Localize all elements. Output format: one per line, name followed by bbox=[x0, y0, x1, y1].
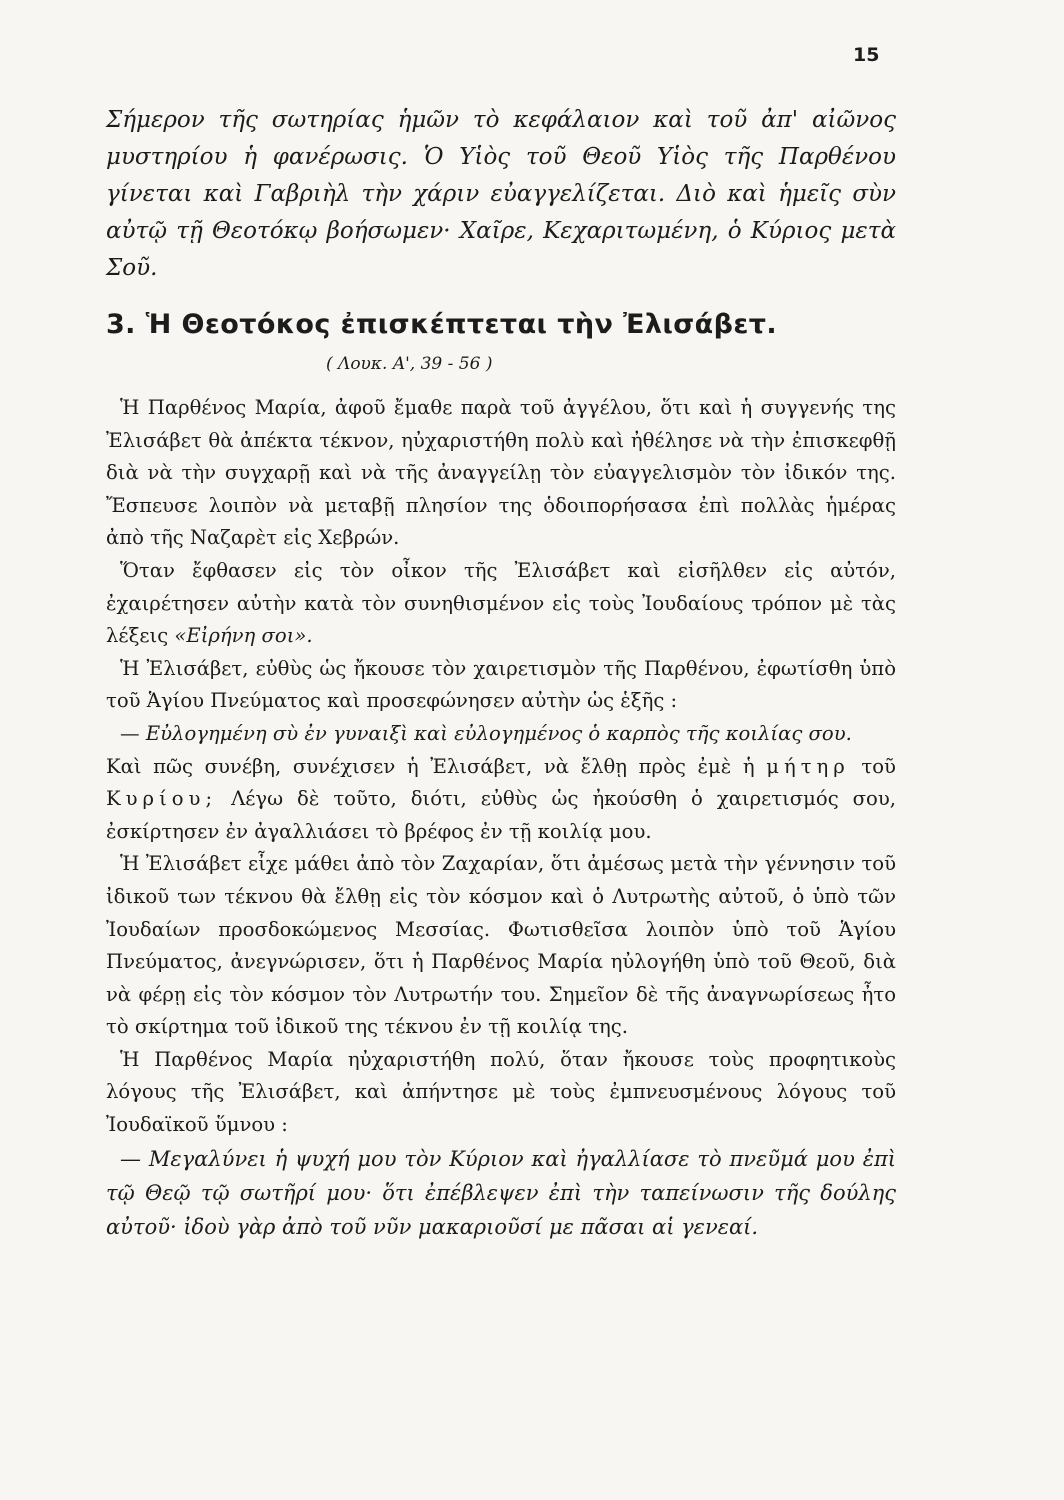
intro-paragraph: Σήμερον τῆς σωτηρίας ἡμῶν τὸ κεφάλαιον καὶ τοῦ ἀπ' αἰῶνος μυστηρίου ἡ φανέρωσις. Ὁ Υἱὸς τοῦ Θεοῦ Υἱὸς τῆς Παρθένου γίνεται καὶ Γαβριὴλ τὴν χάριν εὐαγγελίζεται. Διὸ καὶ ἡμεῖς σὺν αὐτῷ τῇ Θεοτόκῳ βοήσωμεν· Χαῖρε, Κεχαριτωμένη, ὁ Κύριος μετὰ Σοῦ. bbox=[106, 107, 896, 281]
paragraph-7: Ἡ Παρθένος Μαρία ηὐχαριστήθη πολύ, ὅταν ἤκουσε τοὺς προφητικοὺς λόγους τῆς Ἐλισάβετ, καὶ ἀπήντησε μὲ τοὺς ἐμπνευσμένους λόγους τοῦ Ἰουδαϊκοῦ ὕμνου : bbox=[106, 1047, 896, 1137]
scripture-reference: ( Λουκ. Α', 39 - 56 ) bbox=[326, 354, 493, 374]
spaced-word-mitir: μήτηρ bbox=[766, 754, 850, 778]
paragraph-2-text: Ὅταν ἔφθασεν εἰς τὸν οἶκον τῆς Ἐλισάβετ καὶ εἰσῆλθεν εἰς αὐτόν, ἐχαιρέτησεν αὐτὴν κατὰ τὸν συνηθισμένον εἰς τοὺς Ἰουδαίους τρόπον μὲ τὰς λέξεις bbox=[106, 558, 896, 648]
dash: — bbox=[120, 721, 146, 745]
paragraph-5 bbox=[106, 751, 896, 849]
paragraph-4 bbox=[106, 718, 896, 751]
paragraph-5-part-b: τοῦ bbox=[861, 754, 896, 778]
paragraph-2 bbox=[106, 555, 896, 653]
paragraph-5-part-a: Καὶ πῶς συνέβη, συνέχισεν ἡ Ἐλισάβετ, νὰ ἔλθῃ πρὸς ἐμὲ ἡ bbox=[106, 754, 755, 778]
page-content bbox=[106, 102, 896, 1244]
elisabeth-quote: Εὐλογημένη σὺ ἐν γυναιξὶ καὶ εὐλογημένος ὁ καρπὸς τῆς κοιλίας σου. bbox=[145, 721, 852, 745]
paragraph-3: Ἡ Ἐλισάβετ, εὐθὺς ὡς ἤκουσε τὸν χαιρετισμὸν τῆς Παρθένου, ἐφωτίσθη ὑπὸ τοῦ Ἁγίου Πνεύματος καὶ προσεφώνησεν αὐτὴν ὡς ἑξῆς : bbox=[106, 656, 896, 713]
greeting-quote: «Εἰρήνη σοι». bbox=[174, 624, 313, 648]
spaced-word-kyriou: Κυρίου; bbox=[106, 787, 218, 811]
paragraph-6: Ἡ Ἐλισάβετ εἶχε μάθει ἀπὸ τὸν Ζαχαρίαν, ὅτι ἀμέσως μετὰ τὴν γέννησιν τοῦ ἰδικοῦ των τέκνου θὰ ἔλθῃ εἰς τὸν κόσμον καὶ ὁ Λυτρωτὴς αὐτοῦ, ὁ ὑπὸ τῶν Ἰουδαίων προσδοκώμενος Μεσσίας. Φωτισθεῖσα λοιπὸν ὑπὸ τοῦ Ἁγίου Πνεύματος, ἀνεγνώρισεν, ὅτι ἡ Παρθένος Μαρία ηὐλογήθη ὑπὸ τοῦ Θεοῦ, διὰ νὰ φέρῃ εἰς τὸν κόσμον τὸν Λυτρωτήν του. Σημεῖον δὲ τῆς ἀναγνωρίσεως ἦτο τὸ σκίρτημα τοῦ ἰδικοῦ της τέκνου ἐν τῇ κοιλίᾳ της. bbox=[106, 852, 896, 1039]
magnificat-quote: — Μεγαλύνει ἡ ψυχή μου τὸν Κύριον καὶ ἠγαλλίασε τὸ πνεῦμά μου ἐπὶ τῷ Θεῷ τῷ σωτῆρί μου· ὅτι ἐπέβλεψεν ἐπὶ τὴν ταπείνωσιν τῆς δούλης αὐτοῦ· ἰδοὺ γὰρ ἀπὸ τοῦ νῦν μακαριοῦσί με πᾶσαι αἱ γενεαί. bbox=[106, 1146, 896, 1239]
paragraph-1: Ἡ Παρθένος Μαρία, ἀφοῦ ἔμαθε παρὰ τοῦ ἀγγέλου, ὅτι καὶ ἡ συγγενής της Ἐλισάβετ θὰ ἀπέκτα τέκνον, ηὐχαριστήθη πολὺ καὶ ἠθέλησε νὰ τὴν ἐπισκεφθῇ διὰ νὰ τὴν συγχαρῇ καὶ νὰ τῆς ἀναγγείλῃ τὸν εὐαγγελισμὸν τὸν ἰδικόν της. Ἔσπευσε λοιπὸν νὰ μεταβῇ πλησίον της ὁδοιπορήσασα ἐπὶ πολλὰς ἡμέρας ἀπὸ τῆς Ναζαρὲτ εἰς Χεβρών. bbox=[106, 396, 896, 550]
section-heading: 3. Ἡ Θεοτόκος ἐπισκέπτεται τὴν Ἐλισάβετ. bbox=[106, 309, 778, 340]
page-number: 15 bbox=[853, 44, 880, 66]
paragraph-5-part-c: Λέγω δὲ τοῦτο, διότι, εὐθὺς ὡς ἠκούσθη ὁ χαιρετισμός σου, ἐσκίρτησεν ἐν ἀγαλλιάσει τὸ βρέφος ἐν τῇ κοιλίᾳ μου. bbox=[106, 787, 896, 843]
